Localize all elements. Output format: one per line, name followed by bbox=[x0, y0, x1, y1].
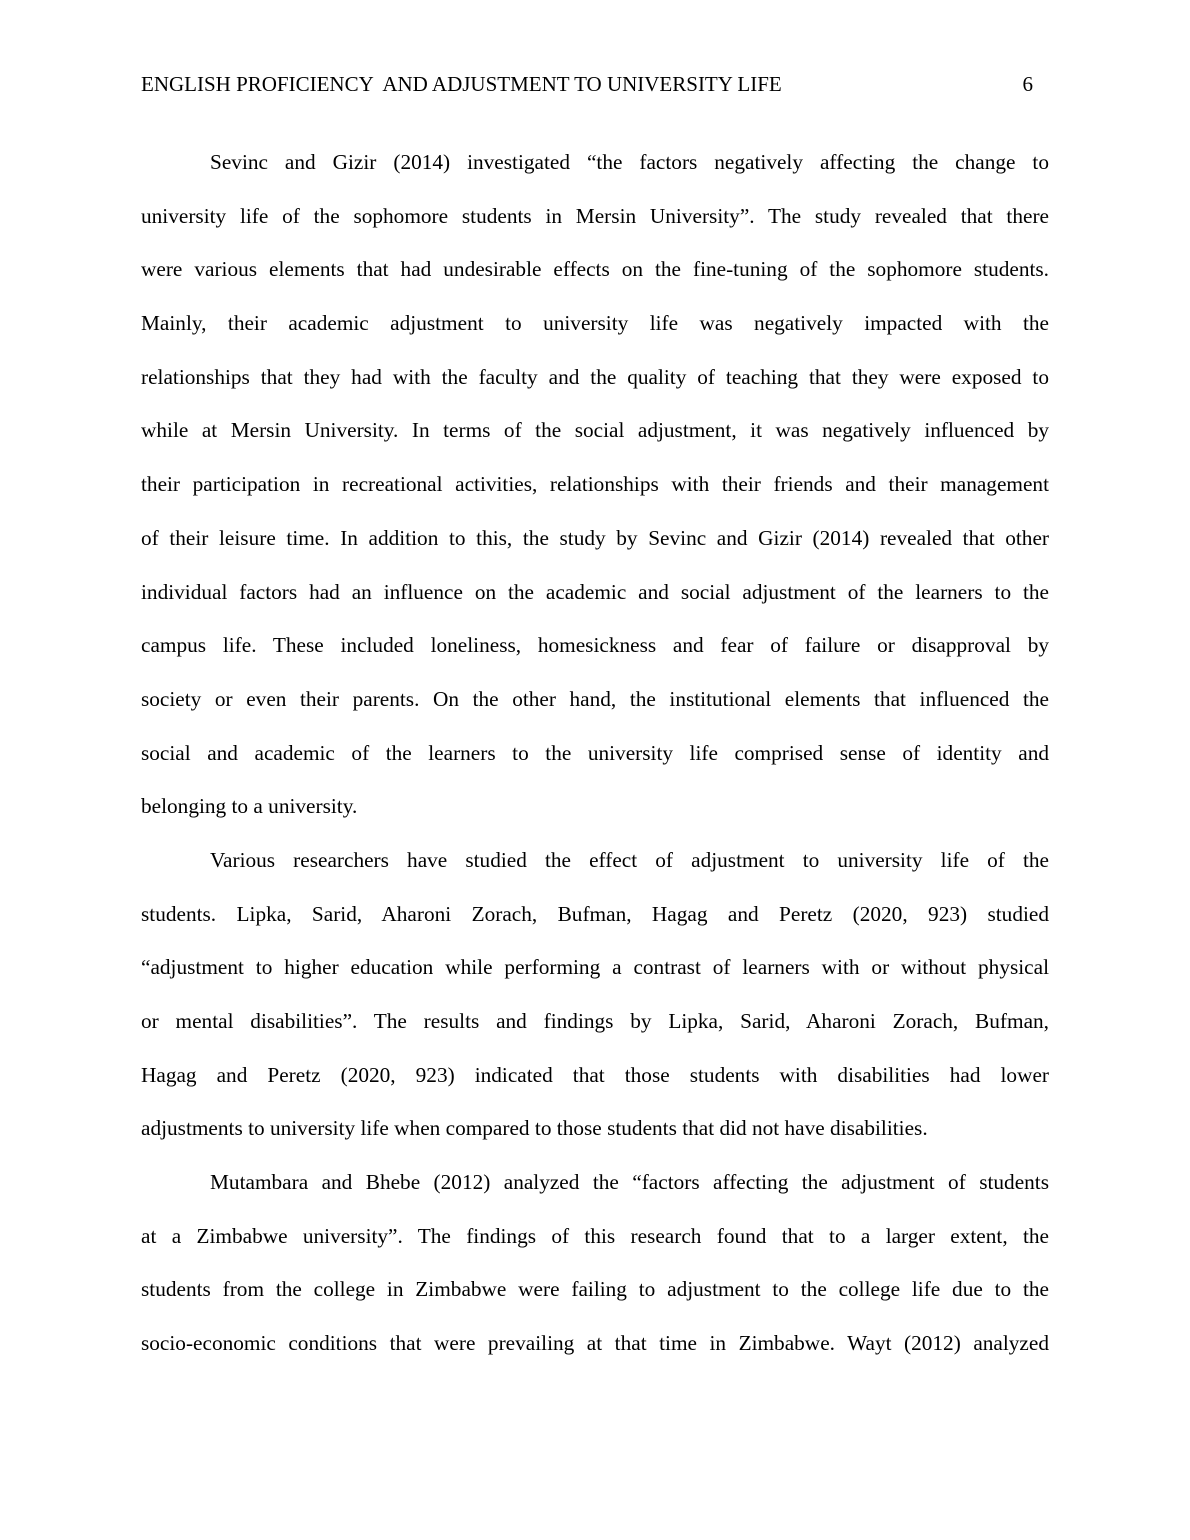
paragraph-line: students from the college in Zimbabwe were failing to adjustment to the college life due to the bbox=[141, 1277, 1049, 1302]
paragraph-line: adjustments to university life when compared to those students that did not have disabilities. bbox=[141, 1116, 928, 1141]
running-head-title: ENGLISH PROFICIENCY AND ADJUSTMENT TO UNIVERSITY LIFE bbox=[141, 72, 782, 96]
paragraph-line: at a Zimbabwe university”. The findings of this research found that to a larger extent, the bbox=[141, 1223, 1049, 1248]
paragraph-line: their participation in recreational activities, relationships with their friends and their management bbox=[141, 472, 1049, 497]
paragraph-line: society or even their parents. On the other hand, the institutional elements that influenced the bbox=[141, 686, 1049, 711]
paragraph-line: Various researchers have studied the effect of adjustment to university life of the bbox=[210, 847, 1049, 872]
page-number: 6 bbox=[1022, 72, 1033, 96]
paragraph-line: Sevinc and Gizir (2014) investigated “the factors negatively affecting the change to bbox=[210, 150, 1049, 174]
paragraph bbox=[141, 136, 1049, 834]
paragraph-line: campus life. These included loneliness, homesickness and fear of failure or disapproval by bbox=[141, 633, 1049, 658]
paragraph-line: social and academic of the learners to the university life comprised sense of identity and bbox=[141, 740, 1049, 765]
document-body bbox=[141, 136, 1049, 1371]
paragraph-line: Mutambara and Bhebe (2012) analyzed the “factors affecting the adjustment of students bbox=[210, 1170, 1049, 1195]
paragraph-line: while at Mersin University. In terms of the social adjustment, it was negatively influenced by bbox=[141, 418, 1049, 443]
paragraph bbox=[141, 1156, 1049, 1371]
paragraph-line: relationships that they had with the faculty and the quality of teaching that they were exposed to bbox=[141, 364, 1049, 389]
paragraph-line: of their leisure time. In addition to this, the study by Sevinc and Gizir (2014) revealed that other bbox=[141, 525, 1049, 550]
paragraph-line: individual factors had an influence on the academic and social adjustment of the learners to the bbox=[141, 579, 1049, 604]
running-header bbox=[141, 70, 1033, 98]
paragraph-line: Mainly, their academic adjustment to university life was negatively impacted with the bbox=[141, 311, 1049, 336]
paragraph-line: were various elements that had undesirable effects on the fine-tuning of the sophomore students. bbox=[141, 257, 1049, 282]
paragraph-line: belonging to a university. bbox=[141, 794, 358, 819]
paragraph bbox=[141, 834, 1049, 1156]
paragraph-line: “adjustment to higher education while performing a contrast of learners with or without physical bbox=[141, 955, 1049, 980]
paragraph-line: socio-economic conditions that were prevailing at that time in Zimbabwe. Wayt (2012) analyzed bbox=[141, 1331, 1049, 1356]
paragraph-line: or mental disabilities”. The results and findings by Lipka, Sarid, Aharoni Zorach, Bufman, bbox=[141, 1009, 1049, 1033]
paragraph-line: Hagag and Peretz (2020, 923) indicated that those students with disabilities had lower bbox=[141, 1062, 1049, 1087]
paragraph-line: university life of the sophomore students in Mersin University”. The study revealed that there bbox=[141, 203, 1049, 228]
paragraph-line: students. Lipka, Sarid, Aharoni Zorach, Bufman, Hagag and Peretz (2020, 923) studied bbox=[141, 901, 1049, 926]
